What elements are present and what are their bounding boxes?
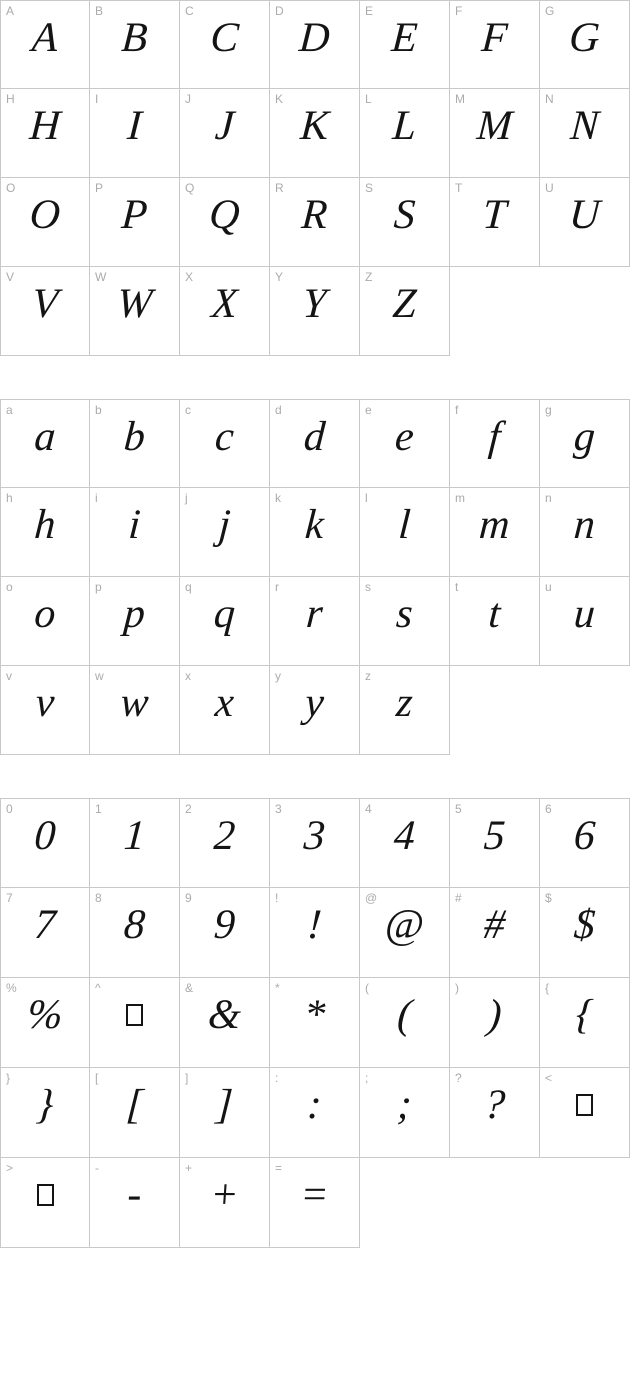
char-cell — [450, 0, 540, 89]
char-glyph: J — [213, 103, 236, 149]
char-cell — [450, 1068, 540, 1158]
cell-label: w — [95, 669, 104, 683]
cell-label: S — [365, 181, 374, 195]
char-cell — [360, 888, 450, 978]
cell-label: s — [365, 580, 371, 594]
section-uppercase-letters — [0, 0, 631, 356]
char-glyph: 7 — [32, 902, 58, 948]
char-glyph: p — [122, 591, 147, 637]
char-glyph: 2 — [212, 813, 237, 859]
cell-label: L — [365, 92, 372, 106]
char-cell — [540, 577, 630, 666]
char-cell — [270, 798, 360, 888]
char-glyph: c — [213, 414, 236, 460]
char-cell — [270, 89, 360, 178]
cell-label: ! — [275, 891, 279, 905]
tofu-box-icon — [576, 1094, 593, 1116]
cell-label: G — [545, 4, 555, 18]
cell-label: R — [275, 181, 284, 195]
char-cell — [90, 1068, 180, 1158]
cell-label: P — [95, 181, 104, 195]
char-glyph: T — [481, 192, 508, 238]
char-glyph: z — [394, 680, 415, 726]
char-glyph: W — [115, 281, 154, 327]
char-glyph: L — [391, 103, 418, 149]
cell-label: N — [545, 92, 554, 106]
cell-label: > — [6, 1161, 14, 1175]
char-cell — [270, 0, 360, 89]
char-cell — [90, 488, 180, 577]
char-cell — [540, 888, 630, 978]
cell-label: ) — [455, 981, 459, 995]
cell-label: J — [185, 92, 191, 106]
char-cell — [0, 1068, 90, 1158]
char-cell — [540, 89, 630, 178]
char-cell — [450, 488, 540, 577]
char-cell — [540, 178, 630, 267]
cell-label: 5 — [455, 802, 462, 816]
char-cell — [90, 89, 180, 178]
char-glyph: @ — [383, 902, 426, 948]
cell-label: v — [6, 669, 12, 683]
missing-glyph — [538, 1076, 631, 1134]
char-glyph: C — [208, 15, 241, 61]
char-cell — [360, 1068, 450, 1158]
char-glyph: : — [305, 1082, 324, 1128]
char-glyph: 0 — [32, 813, 58, 859]
char-glyph: Z — [391, 281, 418, 327]
cell-label: } — [6, 1071, 11, 1085]
char-cell — [90, 798, 180, 888]
cell-label: ^ — [95, 981, 101, 995]
char-cell — [0, 888, 90, 978]
char-glyph: d — [302, 414, 327, 460]
cell-label: - — [95, 1161, 99, 1175]
char-glyph: ( — [395, 992, 414, 1038]
char-cell — [270, 488, 360, 577]
char-cell — [0, 1158, 90, 1248]
cell-label: 9 — [185, 891, 192, 905]
cell-label: ( — [365, 981, 369, 995]
char-glyph: Q — [207, 192, 242, 238]
char-cell — [90, 267, 180, 356]
char-cell — [360, 399, 450, 488]
char-cell — [450, 978, 540, 1068]
cell-label: T — [455, 181, 463, 195]
char-cell — [360, 488, 450, 577]
char-glyph: E — [390, 15, 419, 61]
char-glyph: B — [120, 15, 149, 61]
cell-label: o — [6, 580, 13, 594]
char-glyph: 9 — [212, 902, 237, 948]
char-cell — [90, 978, 180, 1068]
cell-label: I — [95, 92, 99, 106]
char-cell — [360, 577, 450, 666]
char-cell — [0, 798, 90, 888]
cell-label: < — [545, 1071, 553, 1085]
char-cell — [180, 888, 270, 978]
cell-label: l — [365, 491, 368, 505]
char-cell — [540, 1068, 630, 1158]
char-cell — [360, 798, 450, 888]
char-cell — [180, 178, 270, 267]
cell-label: % — [6, 981, 17, 995]
char-cell — [540, 399, 630, 488]
cell-label: D — [275, 4, 284, 18]
char-cell — [540, 488, 630, 577]
tofu-box-icon — [36, 1184, 53, 1206]
char-glyph: U — [567, 192, 602, 238]
cell-label: Q — [185, 181, 195, 195]
cell-label: k — [275, 491, 281, 505]
char-cell — [90, 888, 180, 978]
cell-label: V — [6, 270, 15, 284]
char-cell — [270, 978, 360, 1068]
char-cell — [270, 666, 360, 755]
char-cell — [180, 0, 270, 89]
section-lowercase-letters — [0, 399, 631, 755]
cell-label: B — [95, 4, 104, 18]
char-glyph: u — [572, 591, 597, 637]
cell-label: e — [365, 403, 372, 417]
cell-label: Y — [275, 270, 284, 284]
cell-label: 3 — [275, 802, 282, 816]
cell-label: C — [185, 4, 194, 18]
char-cell — [90, 666, 180, 755]
char-cell — [540, 798, 630, 888]
char-glyph: R — [300, 192, 329, 238]
char-glyph: w — [118, 680, 151, 726]
char-cell — [0, 178, 90, 267]
cell-label: K — [275, 92, 284, 106]
char-glyph: D — [297, 15, 332, 61]
char-cell — [0, 577, 90, 666]
char-glyph: ) — [485, 992, 504, 1038]
cell-label: @ — [365, 891, 378, 905]
char-glyph: 5 — [482, 813, 507, 859]
cell-label: 7 — [6, 891, 13, 905]
char-cell — [360, 267, 450, 356]
char-glyph: N — [568, 103, 601, 149]
char-cell — [180, 798, 270, 888]
cell-label: f — [455, 403, 459, 417]
cell-label: t — [455, 580, 459, 594]
cell-label: u — [545, 580, 552, 594]
char-glyph: * — [302, 992, 327, 1038]
char-cell — [270, 888, 360, 978]
char-glyph: e — [393, 414, 416, 460]
cell-label: E — [365, 4, 374, 18]
cell-label: $ — [545, 891, 552, 905]
cell-label: y — [275, 669, 281, 683]
cell-label: a — [6, 403, 13, 417]
char-glyph: % — [25, 992, 65, 1038]
char-cell — [360, 978, 450, 1068]
cell-label: z — [365, 669, 371, 683]
cell-label: i — [95, 491, 98, 505]
char-glyph: A — [30, 15, 60, 61]
char-glyph: I — [125, 103, 144, 149]
char-cell — [180, 399, 270, 488]
char-cell — [270, 178, 360, 267]
char-glyph: ] — [214, 1082, 235, 1128]
char-cell — [0, 488, 90, 577]
char-glyph: P — [120, 192, 149, 238]
cell-label: x — [185, 669, 191, 683]
char-glyph: ! — [305, 902, 324, 948]
tofu-box-icon — [126, 1004, 143, 1026]
char-glyph: j — [217, 502, 232, 548]
char-cell — [180, 89, 270, 178]
char-cell — [450, 798, 540, 888]
cell-label: q — [185, 580, 192, 594]
char-glyph: k — [303, 502, 326, 548]
cell-label: r — [275, 580, 279, 594]
cell-label: g — [545, 403, 552, 417]
cell-label: = — [275, 1161, 283, 1175]
char-cell — [360, 0, 450, 89]
cell-label: W — [95, 270, 107, 284]
cell-label: # — [455, 891, 462, 905]
char-glyph: s — [394, 591, 415, 637]
cell-label: 2 — [185, 802, 192, 816]
char-cell — [450, 399, 540, 488]
char-cell — [180, 577, 270, 666]
char-glyph: r — [304, 591, 325, 637]
cell-label: M — [455, 92, 465, 106]
cell-label: b — [95, 403, 102, 417]
cell-label: H — [6, 92, 15, 106]
cell-label: ; — [365, 1071, 369, 1085]
char-cell — [270, 577, 360, 666]
char-glyph: l — [397, 502, 412, 548]
char-cell — [360, 666, 450, 755]
char-cell — [0, 399, 90, 488]
char-cell — [540, 0, 630, 89]
cell-label: Z — [365, 270, 373, 284]
cell-label: [ — [95, 1071, 99, 1085]
cell-label: 6 — [545, 802, 552, 816]
char-glyph: v — [34, 680, 56, 726]
missing-glyph — [0, 1166, 91, 1224]
char-glyph: ? — [482, 1082, 507, 1128]
char-glyph: n — [572, 502, 597, 548]
char-cell — [180, 488, 270, 577]
cell-label: p — [95, 580, 102, 594]
char-glyph: h — [32, 502, 58, 548]
char-cell — [180, 267, 270, 356]
char-cell — [360, 89, 450, 178]
cell-label: * — [275, 981, 280, 995]
char-glyph: 6 — [572, 813, 597, 859]
section-numbers-and-symbols — [0, 798, 631, 1248]
char-glyph: H — [28, 103, 62, 149]
char-cell — [540, 978, 630, 1068]
char-cell — [90, 577, 180, 666]
char-cell — [450, 89, 540, 178]
char-glyph: Y — [301, 281, 328, 327]
char-glyph: 4 — [392, 813, 417, 859]
char-cell — [450, 577, 540, 666]
cell-label: : — [275, 1071, 279, 1085]
cell-label: j — [185, 491, 188, 505]
char-glyph: M — [475, 103, 514, 149]
char-cell — [0, 666, 90, 755]
cell-label: 8 — [95, 891, 102, 905]
char-cell — [0, 978, 90, 1068]
char-glyph: { — [574, 992, 595, 1038]
char-cell — [180, 1158, 270, 1248]
cell-label: A — [6, 4, 15, 18]
char-cell — [360, 178, 450, 267]
char-glyph: i — [127, 502, 142, 548]
cell-label: h — [6, 491, 13, 505]
char-glyph: + — [208, 1172, 241, 1218]
char-glyph: a — [32, 414, 58, 460]
char-cell — [90, 178, 180, 267]
char-cell — [270, 399, 360, 488]
char-glyph: O — [28, 192, 62, 238]
cell-label: X — [185, 270, 194, 284]
char-glyph: t — [487, 591, 502, 637]
char-glyph: 3 — [302, 813, 327, 859]
char-glyph: [ — [124, 1082, 145, 1128]
cell-label: 1 — [95, 802, 102, 816]
char-glyph: X — [210, 281, 239, 327]
char-cell — [90, 0, 180, 89]
cell-label: O — [6, 181, 16, 195]
cell-label: d — [275, 403, 282, 417]
char-cell — [180, 978, 270, 1068]
cell-label: 0 — [6, 802, 13, 816]
char-glyph: F — [480, 15, 509, 61]
char-cell — [450, 888, 540, 978]
cell-label: ? — [455, 1071, 462, 1085]
char-glyph: & — [206, 992, 243, 1038]
char-cell — [270, 1068, 360, 1158]
char-cell — [180, 1068, 270, 1158]
char-glyph: G — [567, 15, 602, 61]
char-glyph: } — [34, 1082, 55, 1128]
cell-label: c — [185, 403, 191, 417]
char-glyph: g — [572, 414, 597, 460]
char-cell — [0, 0, 90, 89]
char-cell — [0, 267, 90, 356]
char-glyph: $ — [572, 902, 597, 948]
char-glyph: 1 — [122, 813, 147, 859]
cell-label: m — [455, 491, 465, 505]
char-cell — [180, 666, 270, 755]
char-cell — [0, 89, 90, 178]
char-cell — [90, 399, 180, 488]
char-glyph: # — [482, 902, 507, 948]
char-glyph: f — [487, 414, 502, 460]
cell-label: F — [455, 4, 463, 18]
char-glyph: y — [303, 680, 326, 726]
cell-label: n — [545, 491, 552, 505]
char-glyph: 8 — [122, 902, 147, 948]
missing-glyph — [88, 986, 181, 1044]
char-cell — [450, 178, 540, 267]
char-glyph: x — [213, 680, 236, 726]
char-glyph: o — [32, 591, 58, 637]
cell-label: 4 — [365, 802, 372, 816]
cell-label: & — [185, 981, 194, 995]
char-cell — [270, 1158, 360, 1248]
char-glyph: q — [212, 591, 237, 637]
cell-label: U — [545, 181, 554, 195]
char-cell — [270, 267, 360, 356]
cell-label: + — [185, 1161, 193, 1175]
char-glyph: V — [30, 281, 60, 327]
char-glyph: ; — [395, 1082, 414, 1128]
char-glyph: b — [122, 414, 147, 460]
char-glyph: S — [392, 192, 417, 238]
char-glyph: m — [477, 502, 512, 548]
char-glyph: - — [125, 1172, 144, 1218]
cell-label: { — [545, 981, 550, 995]
char-glyph: K — [298, 103, 331, 149]
cell-label: ] — [185, 1071, 189, 1085]
char-cell — [90, 1158, 180, 1248]
char-glyph: = — [298, 1172, 331, 1218]
